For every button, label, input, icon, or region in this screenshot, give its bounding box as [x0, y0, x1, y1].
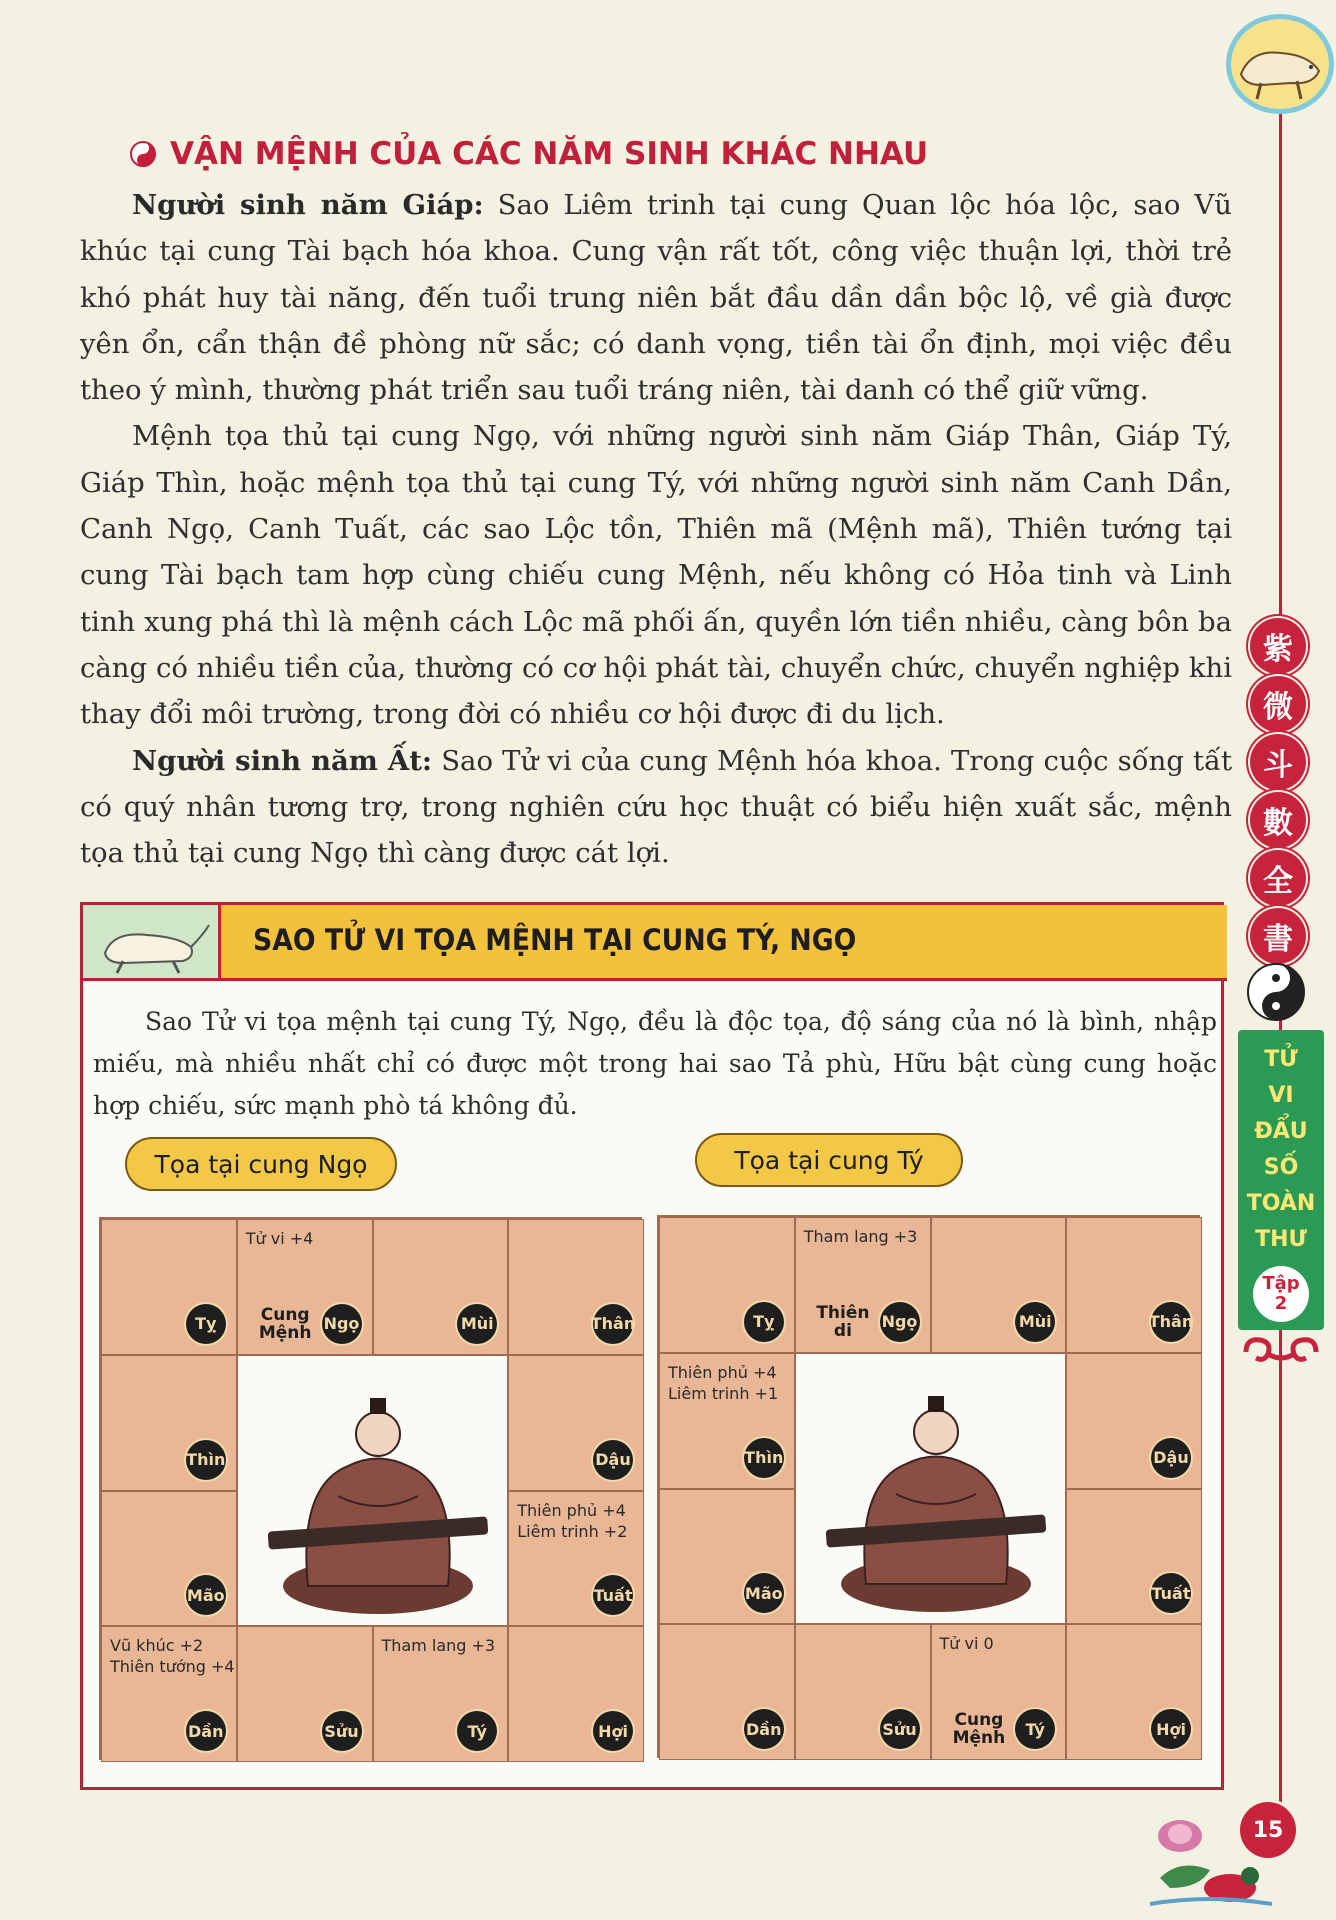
branch-badge: Thân — [593, 1304, 633, 1344]
palace-stars — [517, 1500, 627, 1542]
palace-stars — [668, 1362, 778, 1404]
branch-badge: Mùi — [1015, 1302, 1055, 1342]
palace-stars — [940, 1633, 994, 1654]
seated-emperor-figure-icon — [796, 1354, 1067, 1625]
branch-badge: Hợi — [1151, 1709, 1191, 1749]
chart-label-ngo: Tọa tại cung Ngọ — [125, 1137, 397, 1191]
palace-cell — [101, 1355, 237, 1491]
body-text — [80, 182, 1232, 876]
branch-badge: Tuất — [1151, 1573, 1191, 1613]
palace-cell — [1066, 1217, 1202, 1353]
role-line: Cung — [954, 1710, 1004, 1730]
paragraph — [80, 182, 1232, 413]
volume-label: Tập — [1262, 1273, 1300, 1294]
star-line: Vũ khúc +2 — [110, 1636, 204, 1656]
paragraph-text: Sao Liêm trinh tại cung Quan lộc hóa lộc, sao Vũ khúc tại cung Tài bạch hóa khoa. Cung vận rất tốt, công việc thuận lợi, thời trẻ khó phát huy tài năng, đến tuổi trung niên bắt đầu dần dần bộc lộ, về già được yên ổn, cẩn thận đề phòng nữ sắc; có danh vọng, tiền tài ổn định, mọi việc đều theo ý mình, thường phát triển sau tuổi tráng niên, tài danh có thể giữ vững. — [80, 189, 1232, 407]
branch-badge: Thìn — [744, 1438, 784, 1478]
seated-emperor-figure-icon — [238, 1356, 509, 1627]
branch-badge: Tỵ — [744, 1302, 784, 1342]
lotus-duck-icon — [1140, 1808, 1280, 1918]
palace-cell — [659, 1489, 795, 1625]
paragraph-lead: Người sinh năm Ất: — [132, 744, 433, 777]
star-line: Thiên phủ +4 — [668, 1362, 777, 1382]
palace-cell — [101, 1219, 237, 1355]
palace-stars — [804, 1226, 918, 1247]
palace-cell — [795, 1624, 931, 1760]
star-line: Thiên phủ +4 — [517, 1500, 626, 1520]
role-line: Mệnh — [258, 1322, 312, 1343]
feature-box-title: SAO TỬ VI TỌA MỆNH TẠI CUNG TÝ, NGỌ — [253, 923, 857, 957]
chinese-char-3: 斗 — [1250, 734, 1306, 790]
scroll-ornament-icon — [1236, 1332, 1326, 1372]
palace-stars — [246, 1228, 314, 1249]
chinese-char-4: 數 — [1250, 792, 1306, 848]
branch-badge: Ngọ — [322, 1304, 362, 1344]
palace-cell — [373, 1219, 509, 1355]
paragraph-text: Sao Tử vi của cung Mệnh hóa khoa. Trong cuộc sống tất có quý nhân tương trợ, trong nghiên cứu học thuật có biểu hiện xuất sắc, mệnh tọa thủ tại cung Ngọ thì càng được cát lợi. — [80, 744, 1233, 870]
palace-cell — [508, 1491, 644, 1627]
role-line: Mệnh — [952, 1728, 1006, 1748]
paragraph-lead: Người sinh năm Giáp: — [132, 189, 484, 221]
branch-badge: Dậu — [1151, 1438, 1191, 1478]
feature-box-header — [83, 905, 1227, 981]
role-line: di — [833, 1320, 852, 1341]
star-line: Liêm trinh +1 — [668, 1383, 779, 1403]
chinese-char-5: 全 — [1250, 850, 1306, 906]
palace-cell — [508, 1219, 644, 1355]
palace-cell — [373, 1626, 509, 1762]
horoscope-chart-ngo — [99, 1217, 642, 1760]
paragraph-text: Mệnh tọa thủ tại cung Ngọ, với những người sinh năm Giáp Thân, Giáp Tý, Giáp Thìn, hoặc mệnh tọa thủ tại cung Tý, với những người sinh năm Canh Dần, Canh Ngọ, Canh Tuất, các sao Lộc tồn, Thiên mã (Mệnh mã), Thiên tướng tại cung Tài bạch tam hợp cùng chiếu cung Mệnh, nếu không có Hỏa tinh và Linh tinh xung phá thì là mệnh cách Lộc mã phối ấn, quyền lớn tiền nhiều, càng bôn ba càng có nhiều tiền của, thường có cơ hội phát tài, chuyển chức, chuyển nghiệp khi thay đổi môi trường, trong đời có nhiều cơ hội được đi du lịch. — [80, 420, 1232, 731]
palace-cell — [931, 1624, 1067, 1760]
star-line: Tham lang +3 — [381, 1636, 496, 1656]
palace-cell — [101, 1626, 237, 1762]
tab-word-4: SỐ — [1263, 1155, 1299, 1180]
branch-badge: Mão — [744, 1573, 784, 1613]
chart-center-illustration — [237, 1355, 509, 1627]
palace-cell — [508, 1626, 644, 1762]
branch-badge: Tỵ — [186, 1304, 226, 1344]
palace-cell — [659, 1353, 795, 1489]
star-line: Liêm trinh +2 — [517, 1521, 628, 1541]
palace-cell — [795, 1217, 931, 1353]
volume-badge — [1253, 1266, 1309, 1322]
branch-badge: Tuất — [593, 1575, 633, 1615]
chart-center-illustration — [795, 1353, 1067, 1625]
branch-badge: Ngọ — [880, 1302, 920, 1342]
tab-word-6: THƯ — [1255, 1227, 1307, 1252]
yin-yang-icon — [1246, 962, 1306, 1022]
series-title-tab — [1238, 1030, 1324, 1330]
branch-badge: Mão — [186, 1575, 226, 1615]
paragraph — [80, 413, 1232, 737]
branch-badge: Tý — [1015, 1709, 1055, 1749]
palace-role-label — [259, 1306, 312, 1342]
chinese-char-6: 書 — [1250, 908, 1306, 964]
palace-cell — [237, 1626, 373, 1762]
palace-stars — [110, 1635, 235, 1677]
page-number: 15 — [1240, 1802, 1296, 1858]
branch-badge: Hợi — [593, 1711, 633, 1751]
role-line: Cung — [260, 1304, 310, 1325]
palace-cell — [508, 1355, 644, 1491]
branch-badge: Tý — [457, 1711, 497, 1751]
star-line: Tham lang +3 — [803, 1227, 918, 1246]
palace-cell — [659, 1624, 795, 1760]
tab-word-1: TỬ — [1264, 1047, 1298, 1072]
chart-label-ty: Tọa tại cung Tý — [695, 1133, 963, 1187]
pig-emblem-icon — [1226, 14, 1334, 114]
palace-cell — [659, 1217, 795, 1353]
star-line: Tử vi +4 — [245, 1229, 314, 1248]
role-line: Thiên — [816, 1302, 870, 1323]
palace-cell — [1066, 1353, 1202, 1489]
tab-word-5: TOÀN — [1246, 1191, 1316, 1216]
palace-cell — [1066, 1624, 1202, 1760]
branch-badge: Dậu — [593, 1440, 633, 1480]
palace-cell — [931, 1217, 1067, 1353]
palace-role-label — [816, 1304, 869, 1340]
branch-badge: Dần — [744, 1709, 784, 1749]
horoscope-chart-ty — [657, 1215, 1200, 1758]
star-line: Tử vi 0 — [939, 1634, 994, 1654]
branch-badge: Thân — [1151, 1302, 1191, 1342]
section-heading — [130, 136, 928, 172]
palace-stars — [382, 1635, 496, 1656]
section-heading-text: VẬN MỆNH CỦA CÁC NĂM SINH KHÁC NHAU — [170, 136, 929, 172]
paragraph — [80, 738, 1232, 877]
palace-cell — [101, 1491, 237, 1627]
pig-illustration-icon — [83, 905, 221, 978]
branch-badge: Mùi — [457, 1304, 497, 1344]
feature-box-paragraph: Sao Tử vi tọa mệnh tại cung Tý, Ngọ, đều là độc tọa, độ sáng của nó là bình, nhập miếu, mà nhiều nhất chỉ có được một trong hai sao Tả phù, Hữu bật cùng cung hoặc hợp chiếu, sức mạnh phò tá không đủ. — [93, 1007, 1217, 1120]
feature-box — [80, 902, 1224, 1790]
feature-box-text — [93, 1001, 1217, 1127]
volume-number: 2 — [1274, 1293, 1288, 1314]
heading-yin-yang-icon — [130, 141, 156, 167]
chinese-char-2: 微 — [1250, 676, 1306, 732]
chinese-char-1: 紫 — [1250, 618, 1306, 674]
tab-word-2: VI — [1268, 1083, 1294, 1108]
tab-word-3: ĐẨU — [1254, 1119, 1308, 1144]
branch-badge: Sửu — [880, 1709, 920, 1749]
palace-cell — [1066, 1489, 1202, 1625]
palace-cell — [237, 1219, 373, 1355]
branch-badge: Dần — [186, 1711, 226, 1751]
star-line: Thiên tướng +4 — [110, 1657, 235, 1677]
branch-badge: Thìn — [186, 1440, 226, 1480]
branch-badge: Sửu — [322, 1711, 362, 1751]
palace-role-label — [953, 1711, 1006, 1747]
